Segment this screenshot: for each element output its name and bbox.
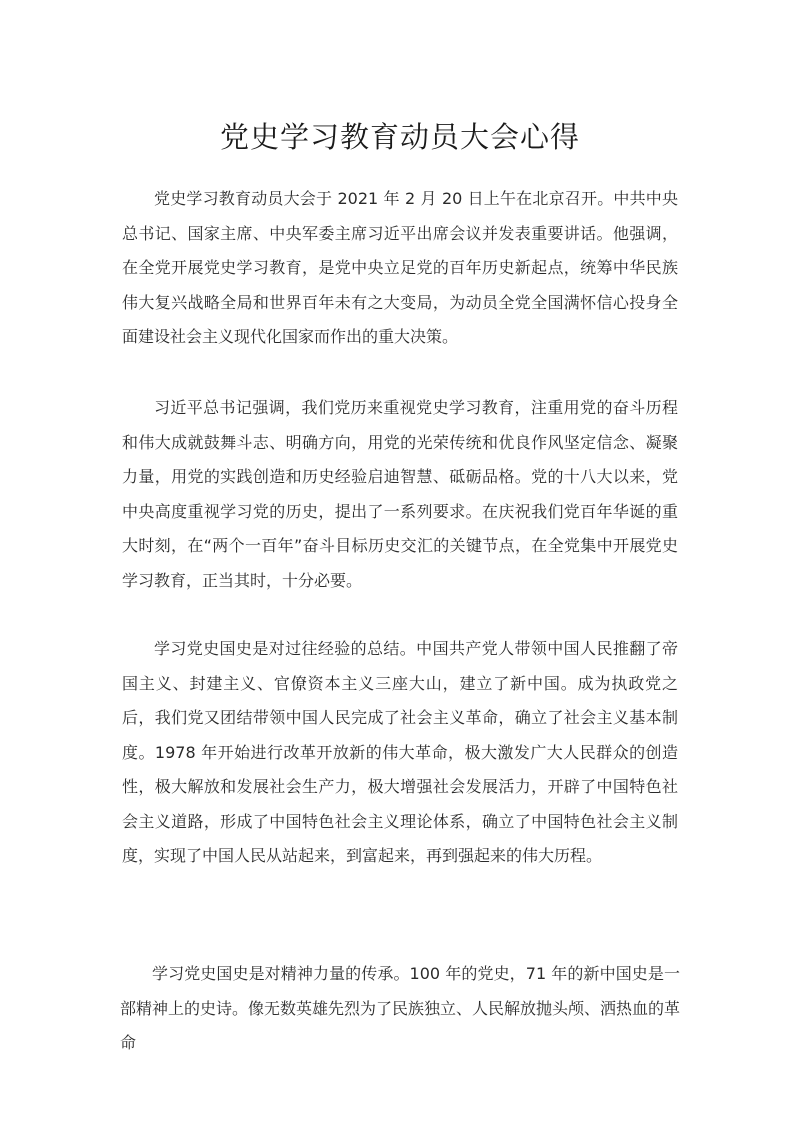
paragraph-4: 学习党史国史是对精神力量的传承。100 年的党史，71 年的新中国史是一部精神上的史诗。像无数英雄先烈为了民族独立、人民解放抛头颅、洒热血的革命	[120, 964, 681, 1052]
document-title: 党史学习教育动员大会心得	[219, 120, 580, 154]
paragraph-2: 习近平总书记强调，我们党历来重视党史学习教育，注重用党的奋斗历程和伟大成就鼓舞斗志、明确方向，用党的光荣传统和优良作风坚定信念、凝聚力量，用党的实践创造和历史经验启迪智慧、砥砺品格。党的十八大以来，党中央高度重视学习党的历史，提出了一系列要求。在庆祝我们党百年华诞的重大时刻，在“两个一百年”奋斗目标历史交汇的关键节点，在全党集中开展党史学习教育，正当其时，十分必要。	[122, 398, 678, 590]
paragraph-3: 学习党史国史是对过往经验的总结。中国共产党人带领中国人民推翻了帝国主义、封建主义、官僚资本主义三座大山，建立了新中国。成为执政党之后，我们党又团结带领中国人民完成了社会主义革命，确立了社会主义基本制度。1978 年开始进行改革开放新的伟大革命，极大激发广大人民群众的创造性，极大解放和发展社会生产力，极大增强社会发展活力，开辟了中国特色社会主义道路，形成了中国特色社会主义理论体系，确立了中国特色社会主义制度，实现了中国人民从站起来，到富起来，再到强起来的伟大历程。	[122, 639, 678, 865]
paragraph-1: 党史学习教育动员大会于 2021 年 2 月 20 日上午在北京召开。中共中央总书记、国家主席、中央军委主席习近平出席会议并发表重要讲话。他强调，在全党开展党史学习教育，是党中央立足党的百年历史新起点，统筹中华民族伟大复兴战略全局和世界百年未有之大变局，为动员全党全国满怀信心投身全面建设社会主义现代化国家而作出的重大决策。	[122, 189, 678, 346]
